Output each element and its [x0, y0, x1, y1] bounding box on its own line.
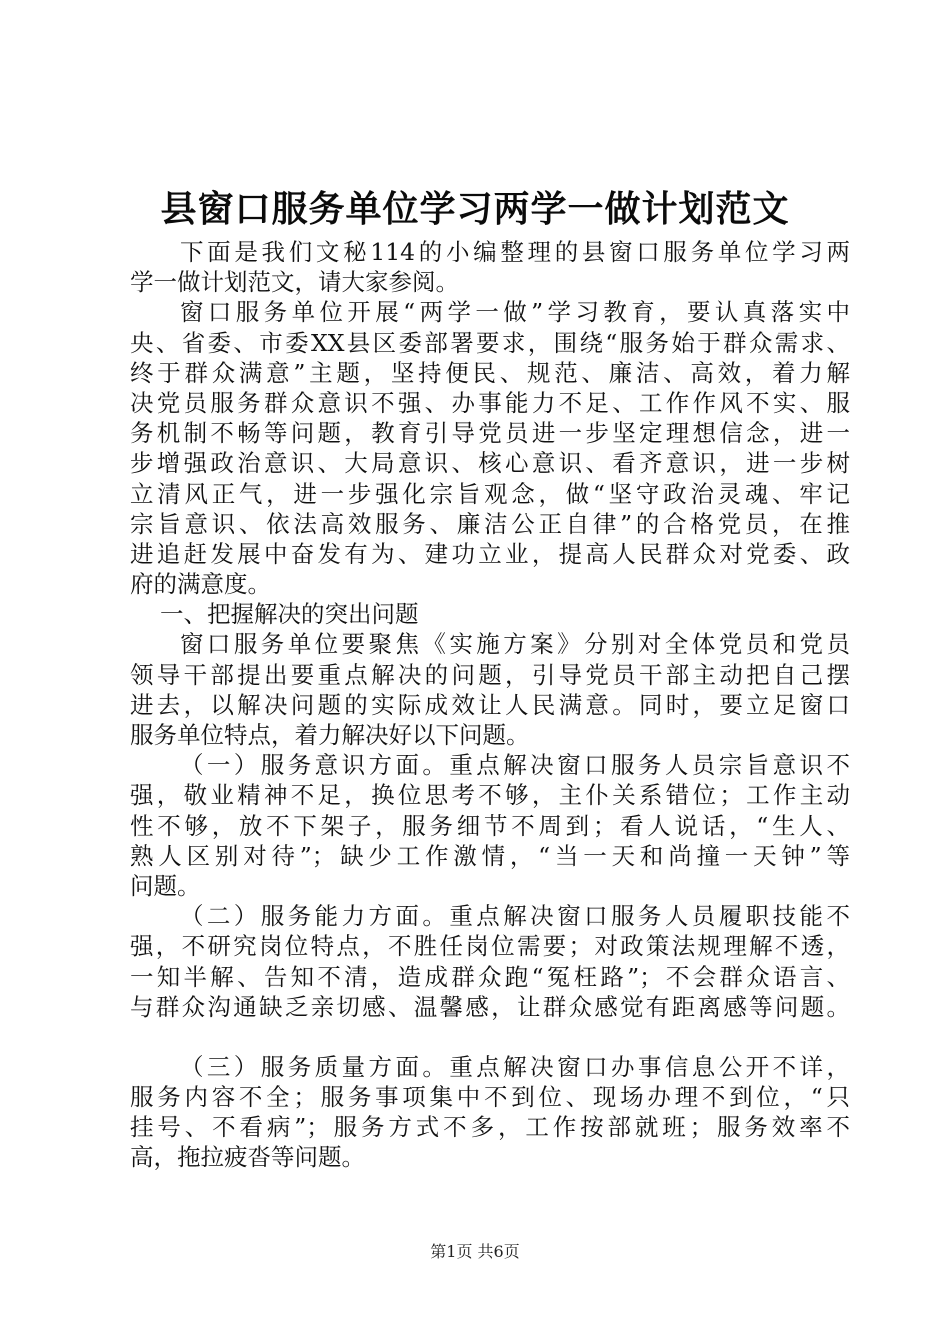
paragraph-line: 服务单位特点，着力解决好以下问题。 [130, 721, 530, 749]
paragraph-line: （二）服务能力方面。重点解决窗口服务人员履职技能不 [180, 902, 850, 931]
page-number: 第1页 共6页 [430, 1242, 520, 1261]
paragraph-line: 挂号、不看病”；服务方式不多，工作按部就班；服务效率不 [130, 1113, 850, 1142]
paragraph-line: 与群众沟通缺乏亲切感、温馨感，让群众感觉有距离感等问题。 [130, 992, 850, 1021]
paragraph-line: 进去，以解决问题的实际成效让人民满意。同时，要立足窗口 [130, 690, 850, 719]
paragraph-gap [130, 1022, 850, 1052]
paragraph-line: 熟人区别对待”；缺少工作激情，“当一天和尚撞一天钟”等 [130, 841, 850, 870]
paragraph-line: 央、省委、市委XX县区委部署要求，围绕“服务始于群众需求、 [130, 328, 850, 357]
paragraph-line: 高，拖拉疲沓等问题。 [130, 1143, 365, 1172]
paragraph-line: 强，敬业精神不足，换位思考不够，主仆关系错位；工作主动 [130, 781, 850, 810]
document-body [130, 237, 850, 1173]
paragraph-line: （三）服务质量方面。重点解决窗口办事信息公开不详， [180, 1052, 850, 1081]
paragraph-line: 终于群众满意”主题，坚持便民、规范、廉洁、高效，着力解 [130, 358, 850, 387]
paragraph-line: 宗旨意识、依法高效服务、廉洁公正自律”的合格党员，在推 [130, 509, 850, 538]
paragraph-line: 窗口服务单位开展“两学一做”学习教育，要认真落实中 [180, 298, 850, 327]
paragraph-line: 进追赶发展中奋发有为、建功立业，提高人民群众对党委、政 [130, 539, 850, 568]
paragraph-line: 强，不研究岗位特点，不胜任岗位需要；对政策法规理解不透， [130, 932, 850, 961]
paragraph-line: 服务内容不全；服务事项集中不到位、现场办理不到位，“只 [130, 1083, 850, 1112]
paragraph-line: 下面是我们文秘114的小编整理的县窗口服务单位学习两 [180, 238, 850, 266]
paragraph-line: 性不够，放不下架子，服务细节不周到；看人说话，“生人、 [130, 811, 850, 840]
paragraph-line: 领导干部提出要重点解决的问题，引导党员干部主动把自己摆 [130, 660, 850, 689]
paragraph-line: 务机制不畅等问题，教育引导党员进一步坚定理想信念，进一 [130, 419, 850, 448]
paragraph-line: （一）服务意识方面。重点解决窗口服务人员宗旨意识不 [180, 751, 850, 780]
paragraph-line: 决党员服务群众意识不强、办事能力不足、工作作风不实、服 [130, 388, 850, 417]
paragraph-line: 学一做计划范文，请大家参阅。 [130, 268, 459, 297]
paragraph-line: 步增强政治意识、大局意识、核心意识、看齐意识，进一步树 [130, 449, 850, 478]
document-title: 县窗口服务单位学习两学一做计划范文 [160, 188, 790, 230]
paragraph-line: 窗口服务单位要聚焦《实施方案》分别对全体党员和党员 [180, 630, 850, 659]
paragraph-line: 府的满意度。 [130, 570, 271, 599]
paragraph-line: 一知半解、告知不清，造成群众跑“冤枉路”；不会群众语言、 [130, 962, 850, 991]
paragraph-line: 立清风正气，进一步强化宗旨观念，做“坚守政治灵魂、牢记 [130, 479, 850, 508]
section-heading: 一、把握解决的突出问题 [160, 600, 419, 629]
paragraph-line: 问题。 [130, 871, 201, 900]
